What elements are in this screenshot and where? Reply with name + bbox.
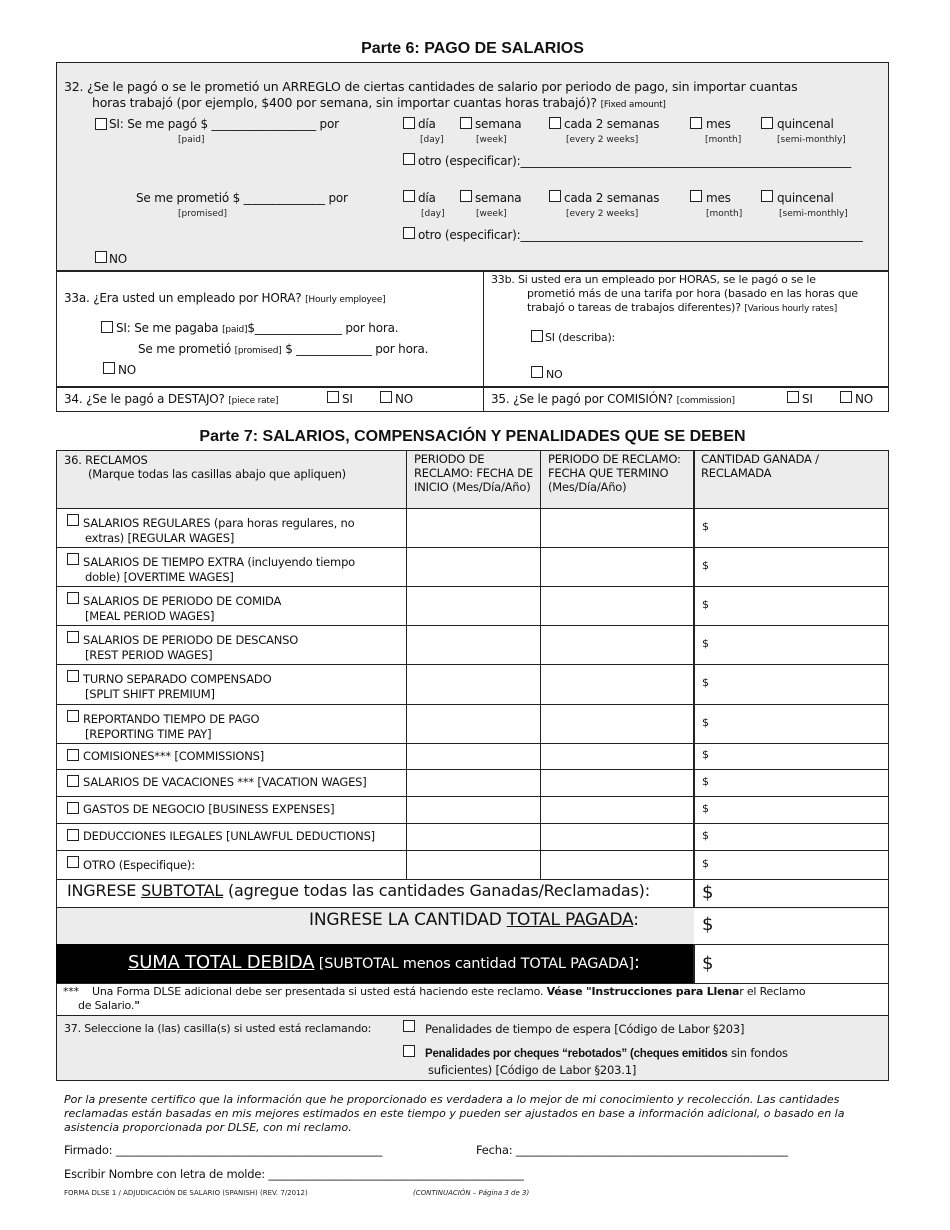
claim-start-date-cell[interactable] (407, 797, 539, 822)
claim-checkbox[interactable] (67, 856, 79, 868)
claim-amount[interactable]: $ (702, 829, 709, 842)
q33a-si-checkbox[interactable] (101, 321, 113, 333)
note-stars: *** (63, 985, 79, 998)
amount-header: CANTIDAD GANADA / RECLAMADA (701, 452, 819, 480)
continuation-note: (CONTINUACIÓN – Página 3 de 3) (413, 1189, 530, 1197)
form-id: FORMA DLSE 1 / ADJUDICACIÓN DE SALARIO (SPANISH) (REV. 7/2012) (64, 1189, 308, 1197)
claim-label-en: [MEAL PERIOD WAGES] (85, 609, 215, 623)
q32-prom-every2-label: cada 2 semanas (564, 191, 660, 205)
claim-amount[interactable]: $ (702, 598, 709, 611)
claim-amount[interactable]: $ (702, 520, 709, 533)
claim-start-date-cell[interactable] (407, 705, 539, 742)
q34-no-checkbox[interactable] (380, 391, 392, 403)
q32-no-checkbox[interactable] (95, 251, 107, 263)
total-paid-dollar[interactable]: $ (702, 914, 714, 935)
q32-paid-other-checkbox[interactable] (403, 153, 415, 165)
total-due-label: SUMA TOTAL DEBIDA [SUBTOTAL menos cantidad TOTAL PAGADA]: (128, 952, 640, 973)
claim-start-date-cell[interactable] (407, 770, 539, 795)
q32-paid-semi-label: quincenal (777, 117, 834, 131)
claim-start-date-cell[interactable] (407, 824, 539, 849)
q32-prom-other-checkbox[interactable] (403, 227, 415, 239)
claim-checkbox[interactable] (67, 553, 79, 565)
claim-end-date-cell[interactable] (541, 744, 692, 768)
subtotal-label: INGRESE SUBTOTAL (agregue todas las cantidades Ganadas/Reclamadas): (67, 881, 650, 900)
q32-prom-semi-label: quincenal (777, 191, 834, 205)
col-divider-3 (693, 450, 695, 880)
q32-prom-month-checkbox[interactable] (690, 190, 702, 202)
claim-label: SALARIOS REGULARES (para horas regulares, no (83, 516, 355, 530)
claim-amount[interactable]: $ (702, 676, 709, 689)
q32-paid-other-field[interactable]: otro (especificar):_________________________________________________________ (418, 154, 852, 168)
q32-paid-note: [paid] (178, 135, 205, 145)
claim-label: SALARIOS DE TIEMPO EXTRA (incluyendo tiempo (83, 555, 355, 569)
date-field[interactable]: Fecha: _________________________________________________ (476, 1143, 788, 1157)
start-date-header: PERIODO DE RECLAMO: FECHA DE INICIO (Mes/Día/Año) (414, 452, 533, 494)
claim-end-date-cell[interactable] (541, 770, 692, 795)
q32-prom-semi-note: [semi-monthly] (779, 209, 848, 219)
claim-label-en: doble) [OVERTIME WAGES] (85, 570, 234, 584)
subtotal-dollar[interactable]: $ (702, 882, 714, 903)
claim-label: DEDUCCIONES ILEGALES [UNLAWFUL DEDUCTIONS] (83, 829, 375, 843)
q32-paid-day-checkbox[interactable] (403, 117, 415, 129)
q35-text: 35. ¿Se le pagó por COMISIÓN? [commission] (491, 392, 735, 406)
claim-start-date-cell[interactable] (407, 665, 539, 703)
claim-label-en: extras) [REGULAR WAGES] (85, 531, 235, 545)
claim-checkbox[interactable] (67, 710, 79, 722)
claim-checkbox[interactable] (67, 775, 79, 787)
q32-prom-week-label: semana (475, 191, 522, 205)
total-paid-input-bg (694, 909, 888, 944)
claim-label: OTRO (Especifique): (83, 858, 195, 872)
q32-prom-month-label: mes (706, 191, 731, 205)
claim-end-date-cell[interactable] (541, 851, 692, 878)
q32-paid-week-label: semana (475, 117, 522, 131)
q37-bounced-label: Penalidades por cheques “rebotados” (cheques emitidos sin fondos (425, 1046, 788, 1060)
claim-end-date-cell[interactable] (541, 797, 692, 822)
q33a-promised-label: Se me prometió [promised] $ _____________ por hora. (138, 342, 429, 356)
q32-paid-every2-note: [every 2 weeks] (566, 135, 639, 145)
q33b-line3: trabajó o tareas de trabajos diferentes)? [Various hourly rates] (527, 301, 838, 314)
claim-checkbox[interactable] (67, 749, 79, 761)
claim-start-date-cell[interactable] (407, 626, 539, 663)
q32-prom-week-note: [week] (476, 209, 507, 219)
q32-text-line2: horas trabajó (por ejemplo, $400 por semana, sin importar cuantas horas trabajó)? [Fixed amount] (92, 95, 666, 110)
q34-text: 34. ¿Se le pagó a DESTAJO? [piece rate] (64, 392, 279, 406)
claim-amount[interactable]: $ (702, 775, 709, 788)
q35-si-checkbox[interactable] (787, 391, 799, 403)
print-name-field[interactable]: Escribir Nombre con letra de molde: ______________________________________________ (64, 1167, 524, 1181)
q32-paid-every2-checkbox[interactable] (549, 117, 561, 129)
claim-end-date-cell[interactable] (541, 509, 692, 546)
q32-promised-note: [promised] (178, 209, 227, 219)
claim-label-en: [REST PERIOD WAGES] (85, 648, 213, 662)
q33b-si-checkbox[interactable] (531, 330, 543, 342)
claim-amount[interactable]: $ (702, 559, 709, 572)
q34-si-checkbox[interactable] (327, 391, 339, 403)
claim-amount[interactable]: $ (702, 748, 709, 761)
claim-label: TURNO SEPARADO COMPENSADO (83, 672, 272, 686)
claim-end-date-cell[interactable] (541, 548, 692, 585)
q32-paid-day-label: día (418, 117, 436, 131)
total-due-dollar[interactable]: $ (702, 953, 714, 974)
q32-paid-day-note: [day] (420, 135, 444, 145)
note-line2: de Salario." (78, 999, 140, 1012)
q37-waiting-label: Penalidades de tiempo de espera [Código de Labor §203] (425, 1022, 745, 1036)
claim-end-date-cell[interactable] (541, 587, 692, 624)
claim-checkbox[interactable] (67, 802, 79, 814)
note-line1: Una Forma DLSE adicional debe ser presentada si usted está haciendo este reclamo. Véase "Instrucciones para Llenar el Reclamo (92, 985, 806, 998)
claim-amount[interactable]: $ (702, 857, 709, 870)
claims-header-title: 36. RECLAMOS (64, 453, 148, 467)
claim-label: SALARIOS DE PERIODO DE DESCANSO (83, 633, 299, 647)
claim-amount[interactable]: $ (702, 637, 709, 650)
claim-label: GASTOS DE NEGOCIO [BUSINESS EXPENSES] (83, 802, 335, 816)
q32-prom-week-checkbox[interactable] (460, 190, 472, 202)
end-date-header: PERIODO DE RECLAMO: FECHA QUE TERMINO (Mes/Día/Año) (548, 452, 681, 494)
q32-paid-week-note: [week] (476, 135, 507, 145)
claim-checkbox[interactable] (67, 631, 79, 643)
q32-promised-label: Se me prometió $ ______________ por (136, 191, 348, 205)
q35-no-label: NO (855, 392, 874, 406)
q33a-si-label: SI: Se me pagaba [paid]$_______________ por hora. (116, 321, 399, 335)
claim-start-date-cell[interactable] (407, 851, 539, 878)
claim-checkbox[interactable] (67, 670, 79, 682)
q32-prom-other-field[interactable]: otro (especificar):___________________________________________________________ (418, 228, 863, 242)
q35-no-checkbox[interactable] (840, 391, 852, 403)
q32-paid-semi-note: [semi-monthly] (777, 135, 846, 145)
q32-paid-semi-checkbox[interactable] (761, 117, 773, 129)
q37-text: 37. Seleccione la (las) casilla(s) si usted está reclamando: (64, 1022, 372, 1035)
q32-prom-every2-checkbox[interactable] (549, 190, 561, 202)
claim-amount[interactable]: $ (702, 802, 709, 815)
claim-end-date-cell[interactable] (541, 705, 692, 742)
claim-label: COMISIONES*** [COMMISSIONS] (83, 749, 265, 763)
q34-si-label: SI (342, 392, 353, 406)
signed-field[interactable]: Firmado: ________________________________________________ (64, 1143, 383, 1157)
q32-paid-month-checkbox[interactable] (690, 117, 702, 129)
q32-text-line1: 32. ¿Se le pagó o se le prometió un ARREGLO de ciertas cantidades de salario por periodo de pago, sin importar cuantas (64, 79, 798, 94)
cert-line1: Por la presente certifico que la información que he proporcionado es verdadera a lo mejor de mi conocimiento y recolección. Las cantidades (64, 1093, 840, 1106)
claim-label: REPORTANDO TIEMPO DE PAGO (83, 712, 260, 726)
q37-bounced-checkbox[interactable] (403, 1045, 415, 1057)
q33b-line1: 33b. Si usted era un empleado por HORAS, se le pagó o se le (491, 273, 816, 286)
claim-checkbox[interactable] (67, 592, 79, 604)
total-paid-label: INGRESE LA CANTIDAD TOTAL PAGADA: (309, 910, 639, 930)
q33b-no-checkbox[interactable] (531, 366, 543, 378)
q35-si-label: SI (802, 392, 813, 406)
claim-start-date-cell[interactable] (407, 509, 539, 546)
q33b-si-label: SI (describa): (545, 331, 616, 344)
claim-label-en: [SPLIT SHIFT PREMIUM] (85, 687, 215, 701)
q37-waiting-checkbox[interactable] (403, 1020, 415, 1032)
q34-no-label: NO (395, 392, 414, 406)
claim-label: SALARIOS DE VACACIONES *** [VACATION WAGES] (83, 775, 367, 789)
q33a-no-checkbox[interactable] (103, 362, 115, 374)
q32-prom-day-checkbox[interactable] (403, 190, 415, 202)
claim-end-date-cell[interactable] (541, 824, 692, 849)
claim-checkbox[interactable] (67, 514, 79, 526)
q32-no-label: NO (109, 252, 128, 266)
cert-line3: asistencia proporcionada por DLSE, con mi reclamo. (64, 1121, 352, 1134)
claim-start-date-cell[interactable] (407, 744, 539, 768)
claim-start-date-cell[interactable] (407, 548, 539, 585)
q33a-text: 33a. ¿Era usted un empleado por HORA? [Hourly employee] (64, 291, 386, 305)
q32-prom-month-note: [month] (706, 209, 743, 219)
claim-label-en: [REPORTING TIME PAY] (85, 727, 212, 741)
total-due-input (693, 944, 889, 984)
q33b-line2: prometió más de una tarifa por hora (basado en las horas que (527, 287, 858, 300)
q33b-no-label: NO (546, 368, 563, 381)
q32-paid-every2-label: cada 2 semanas (564, 117, 660, 131)
q32-prom-semi-checkbox[interactable] (761, 190, 773, 202)
claim-start-date-cell[interactable] (407, 587, 539, 624)
part6-title: Parte 6: PAGO DE SALARIOS (361, 40, 584, 57)
q33a-no-label: NO (118, 363, 137, 377)
q32-prom-every2-note: [every 2 weeks] (566, 209, 639, 219)
q32-paid-month-note: [month] (705, 135, 742, 145)
claim-label: SALARIOS DE PERIODO DE COMIDA (83, 594, 282, 608)
claim-checkbox[interactable] (67, 829, 79, 841)
claim-amount[interactable]: $ (702, 716, 709, 729)
q32-paid-month-label: mes (706, 117, 731, 131)
q32-si-paid-label: SI: Se me pagó $ __________________ por (109, 117, 339, 131)
q32-paid-week-checkbox[interactable] (460, 117, 472, 129)
claims-header-sub: (Marque todas las casillas abajo que apliquen) (88, 467, 346, 481)
q32-si-paid-checkbox[interactable] (95, 118, 107, 130)
q32-prom-day-label: día (418, 191, 436, 205)
claim-end-date-cell[interactable] (541, 626, 692, 663)
q37-bounced-label-2: suficientes) [Código de Labor §203.1] (428, 1063, 637, 1077)
part7-title: Parte 7: SALARIOS, COMPENSACIÓN Y PENALIDADES QUE SE DEBEN (199, 428, 746, 445)
q32-prom-day-note: [day] (421, 209, 445, 219)
cert-line2: reclamadas están basadas en mis mejores estimados en este tiempo y pueden ser ajustados en base a información adicional, o basado en la (64, 1107, 845, 1120)
claim-end-date-cell[interactable] (541, 665, 692, 703)
